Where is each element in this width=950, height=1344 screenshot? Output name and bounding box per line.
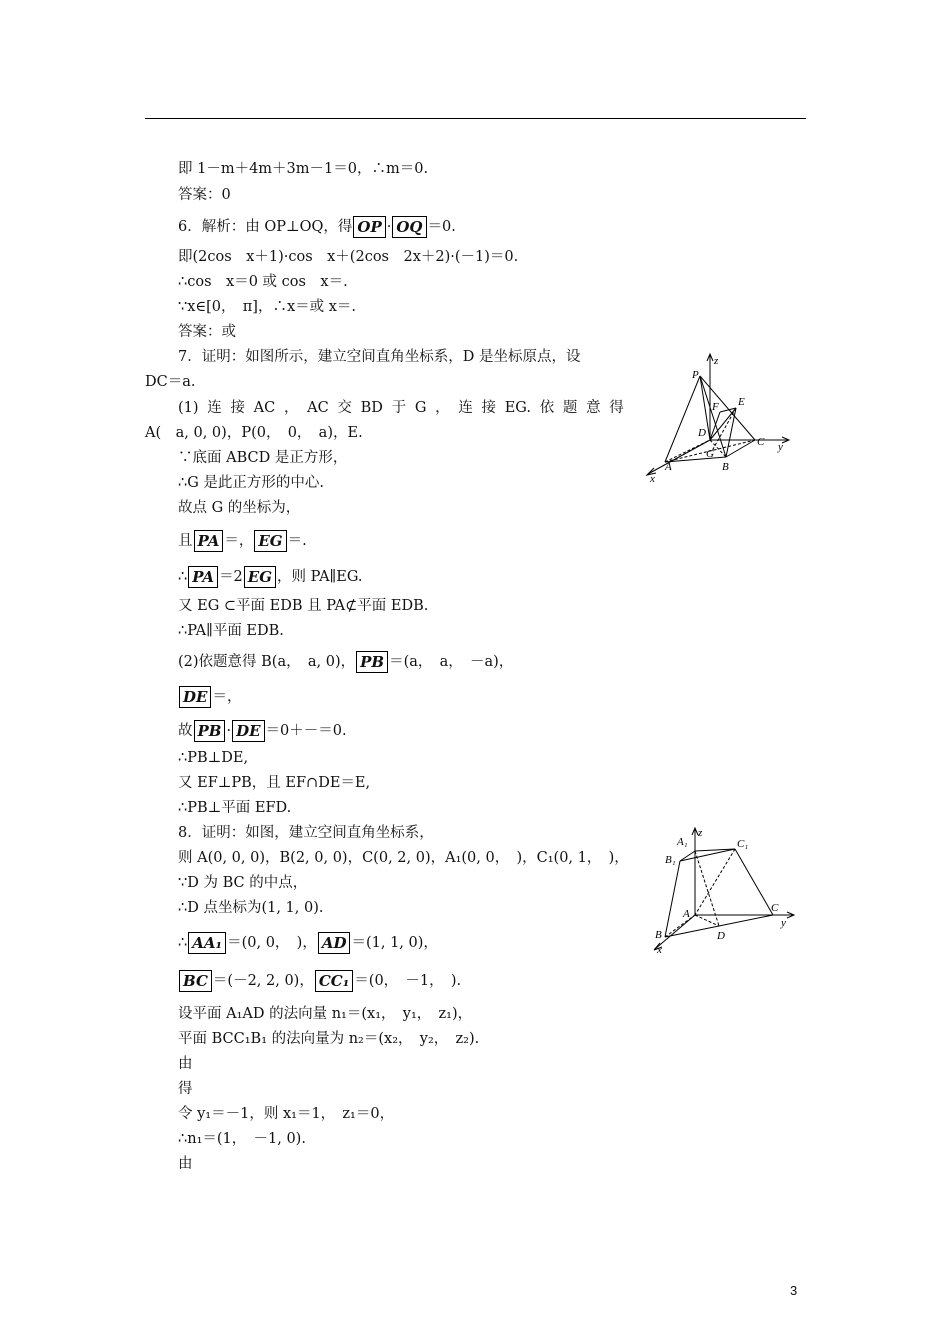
text-seg: AC bbox=[253, 400, 276, 416]
text-line: 令 y₁＝－1，则 x₁＝1， z₁＝0， bbox=[178, 1106, 395, 1122]
text-line: ∴G 是此正方形的中心. bbox=[178, 475, 325, 491]
text-line bbox=[178, 970, 461, 992]
label-a: A bbox=[683, 908, 690, 920]
text-line-justified bbox=[178, 398, 624, 418]
vector-aa1: AA₁ bbox=[188, 932, 226, 954]
label-z: z bbox=[714, 355, 719, 367]
text-seg: ＝0. bbox=[427, 219, 456, 235]
page-number: 3 bbox=[790, 1283, 798, 1298]
text-seg: 依 bbox=[539, 400, 555, 416]
pyramid-figure bbox=[640, 350, 800, 485]
label-f: F bbox=[712, 401, 719, 413]
vector-ad: AD bbox=[318, 932, 351, 954]
text-seg: (1) bbox=[178, 400, 199, 416]
text-seg: ＝(0， －1， ). bbox=[354, 973, 462, 989]
text-seg: BD bbox=[360, 400, 383, 416]
text-seg: 交 bbox=[337, 400, 352, 416]
vector-pb: PB bbox=[356, 651, 388, 673]
edge-pb bbox=[700, 376, 726, 457]
text-line: ∴n₁＝(1， －1, 0). bbox=[178, 1131, 306, 1147]
text-line: 由 bbox=[178, 1056, 193, 1072]
text-seg: ， bbox=[283, 400, 299, 416]
text-seg: ＝， bbox=[224, 533, 254, 549]
text-line: 答案：0 bbox=[178, 187, 231, 203]
text-line: 7．证明：如图所示，建立空间直角坐标系，D 是坐标原点，设 bbox=[178, 349, 581, 365]
text-seg: 于 bbox=[391, 400, 407, 416]
text-seg: ＝(1, 1, 0)， bbox=[351, 935, 438, 951]
text-line: ∵x∈[0， π]，∴x＝或 x＝. bbox=[178, 299, 357, 315]
label-b1: B₁ bbox=[665, 854, 676, 866]
text-seg: ＝2 bbox=[219, 569, 243, 585]
label-d: D bbox=[698, 427, 706, 439]
text-line: 又 EG ⊂平面 EDB 且 PA⊄平面 EDB. bbox=[178, 598, 429, 614]
text-line: ∴D 点坐标为(1, 1, 0). bbox=[178, 900, 324, 916]
label-c1: C₁ bbox=[737, 838, 749, 850]
text-line bbox=[178, 651, 513, 673]
label-a: A bbox=[665, 461, 672, 473]
label-p: P bbox=[692, 369, 699, 381]
text-line: 答案：或 bbox=[178, 324, 236, 340]
label-c: C bbox=[771, 902, 779, 914]
text-line bbox=[178, 530, 307, 552]
label-b: B bbox=[655, 929, 662, 941]
text-line: ∴PB⊥DE, bbox=[178, 750, 249, 766]
text-line: A( a, 0, 0)，P(0， 0， a)，E. bbox=[145, 425, 363, 441]
text-seg: EG. bbox=[504, 400, 531, 416]
seg-eb bbox=[726, 408, 736, 457]
text-line: 平面 BCC₁B₁ 的法向量为 n₂＝(x₂， y₂， z₂). bbox=[178, 1031, 480, 1047]
label-b: B bbox=[722, 461, 729, 473]
text-seg: ＝0＋－＝0. bbox=[265, 723, 347, 739]
label-g: G bbox=[706, 448, 714, 460]
text-line: ∵D 为 BC 的中点， bbox=[178, 875, 308, 891]
text-line bbox=[178, 216, 456, 238]
text-seg: 得 bbox=[609, 400, 624, 416]
x-axis-line bbox=[648, 440, 710, 474]
edge-cc1 bbox=[735, 849, 773, 915]
text-line bbox=[178, 566, 363, 588]
text-seg: 接 bbox=[230, 400, 245, 416]
text-seg: ＝(0, 0， )， bbox=[227, 935, 317, 951]
dot-sign: · bbox=[386, 219, 392, 235]
edge-pa bbox=[665, 376, 700, 462]
label-c: C bbox=[757, 436, 765, 448]
text-line: 故点 G 的坐标为， bbox=[178, 500, 301, 516]
text-seg: ，则 PA∥EG. bbox=[277, 569, 363, 585]
text-seg: 故 bbox=[178, 723, 193, 739]
text-seg: 6．解析：由 OP⊥OQ，得 bbox=[178, 219, 353, 235]
text-line: 8．证明：如图，建立空间直角坐标系， bbox=[178, 825, 434, 841]
text-seg: ∴ bbox=[178, 569, 188, 585]
vector-pb: PB bbox=[194, 720, 226, 742]
label-x: x bbox=[650, 473, 655, 485]
text-seg: ＝(－2, 2, 0)， bbox=[212, 973, 314, 989]
header-rule bbox=[145, 118, 806, 119]
text-line: 得 bbox=[178, 1081, 193, 1097]
text-seg: ， bbox=[435, 400, 450, 416]
text-line: 即(2cos x＋1)·cos x＋(2cos 2x＋2)·(－1)＝0. bbox=[178, 249, 519, 265]
vector-eg: EG bbox=[244, 566, 276, 588]
text-line: ∵底面 ABCD 是正方形， bbox=[178, 450, 348, 466]
text-seg: ＝(a， a， －a)， bbox=[389, 654, 514, 670]
vector-eg: EG bbox=[254, 530, 286, 552]
edge-bc bbox=[726, 440, 755, 457]
text-seg: 连 bbox=[458, 400, 473, 416]
text-line bbox=[178, 932, 438, 954]
vector-de: DE bbox=[232, 720, 264, 742]
text-seg: G bbox=[414, 400, 427, 416]
seg-ad bbox=[695, 915, 719, 926]
prism-figure bbox=[645, 825, 800, 955]
text-line: 即 1－m＋4m＋3m－1＝0，∴m＝0. bbox=[178, 161, 429, 177]
text-line: DC＝a. bbox=[145, 374, 196, 390]
dot-sign: · bbox=[226, 723, 232, 739]
text-seg: 连 bbox=[207, 400, 222, 416]
vector-pa: PA bbox=[188, 566, 218, 588]
vector-pa: PA bbox=[194, 530, 224, 552]
text-line: 由 bbox=[178, 1156, 193, 1172]
text-line: 又 EF⊥PB，且 EF∩DE＝E, bbox=[178, 775, 371, 791]
text-seg: 意 bbox=[586, 400, 601, 416]
text-line: ∴PB⊥平面 EFD. bbox=[178, 800, 292, 816]
text-seg: (2)依题意得 B(a， a, 0)， bbox=[178, 654, 356, 670]
vector-cc1: CC₁ bbox=[315, 970, 353, 992]
edge-bb1 bbox=[665, 861, 680, 937]
text-seg: ∴ bbox=[178, 935, 188, 951]
seg-eg bbox=[712, 408, 736, 451]
label-y: y bbox=[778, 441, 783, 453]
text-line: 设平面 A₁AD 的法向量 n₁＝(x₁， y₁， z₁)， bbox=[178, 1006, 473, 1022]
text-seg: 题 bbox=[562, 400, 578, 416]
text-line: 则 A(0, 0, 0)，B(2, 0, 0)，C(0, 2, 0)，A₁(0, 0， )，C₁(0, 1， )， bbox=[178, 850, 629, 866]
text-seg: ＝， bbox=[212, 689, 242, 705]
text-seg: ＝. bbox=[287, 533, 307, 549]
text-line: ∴PA∥平面 EDB. bbox=[178, 623, 284, 639]
label-x: x bbox=[657, 944, 662, 955]
vector-de: DE bbox=[179, 686, 211, 708]
text-line bbox=[178, 720, 347, 742]
label-d: D bbox=[717, 930, 725, 942]
vector-op: OP bbox=[353, 216, 385, 238]
vector-oq: OQ bbox=[392, 216, 426, 238]
text-line bbox=[178, 686, 241, 708]
text-seg: 接 bbox=[481, 400, 497, 416]
seg-c1a bbox=[695, 849, 735, 915]
text-line: ∴cos x＝0 或 cos x＝. bbox=[178, 274, 348, 290]
label-a1: A₁ bbox=[677, 836, 688, 848]
text-seg: AC bbox=[307, 400, 329, 416]
label-z: z bbox=[698, 827, 703, 839]
text-seg: 且 bbox=[178, 533, 193, 549]
vector-bc: BC bbox=[179, 970, 212, 992]
label-e: E bbox=[738, 396, 745, 408]
seg-fd bbox=[710, 412, 720, 440]
label-y: y bbox=[781, 917, 786, 929]
